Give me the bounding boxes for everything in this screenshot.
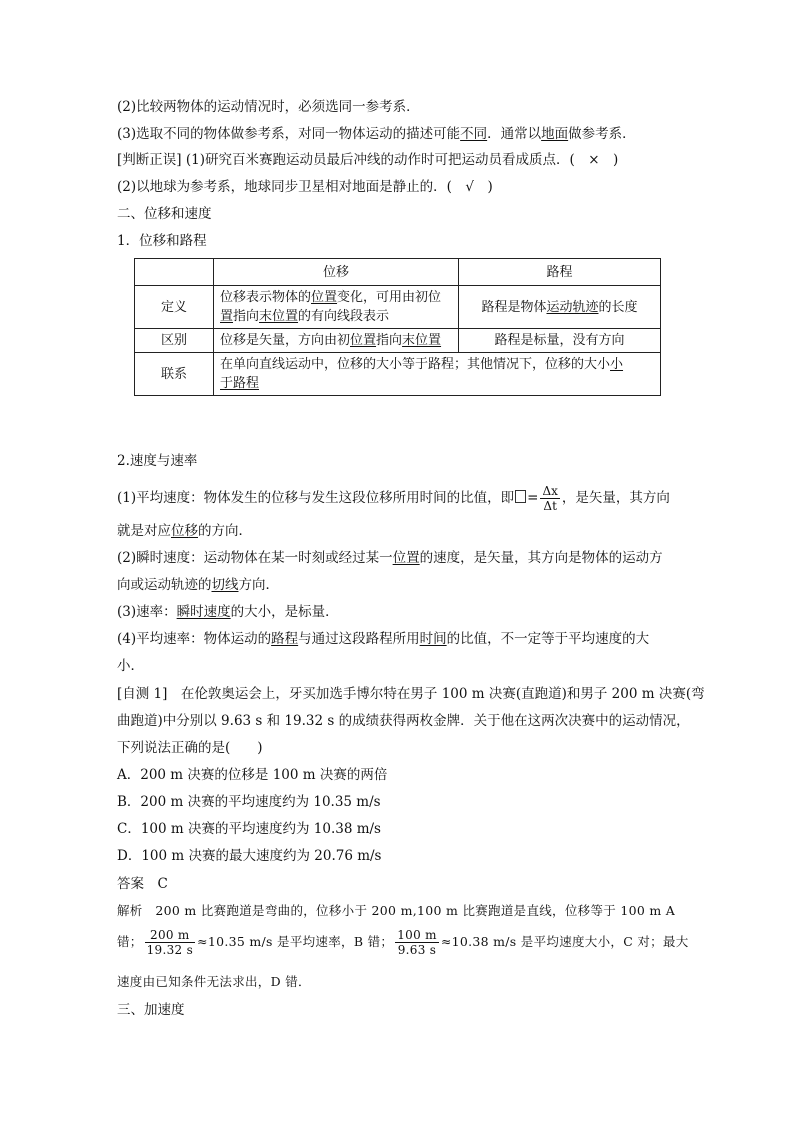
question-line: 曲跑道)中分别以 9.63 s 和 19.32 s 的成绩获得两枚金牌．关于他在这两次决赛中的运动情况， (117, 713, 690, 729)
underlined-text: 位移 (171, 523, 198, 539)
paragraph (117, 630, 649, 648)
underlined-text: 瞬时速度 (176, 604, 231, 620)
option-d: D．100 m 决赛的最大速度约为 20.76 m/s (117, 848, 382, 864)
option-a: A．200 m 决赛的位移是 100 m 决赛的两倍 (117, 767, 388, 783)
underlined-text: 位置 (392, 550, 420, 566)
subsection-heading: 2.速度与速率 (117, 453, 198, 469)
text: (1)研究百米赛跑运动员最后冲线的动作时可把运动员看成质点．( × ) (185, 152, 619, 168)
text: 的长度 (598, 299, 638, 315)
fraction (540, 484, 559, 513)
underlined-text: 位置 (350, 333, 377, 348)
question-line: 下列说法正确的是( ) (117, 740, 263, 756)
text: ≈10.35 m/s 是平均速率，B 错； (197, 934, 394, 949)
table-row (135, 329, 661, 353)
table-cell: 路程是标量，没有方向 (459, 329, 661, 353)
fraction (395, 928, 439, 957)
underlined-text: 不同 (460, 126, 488, 142)
table-cell (214, 329, 459, 353)
text: 的速度，是矢量，其方向是物体的运动方 (419, 550, 663, 566)
numerator: Δx (542, 484, 558, 498)
denominator: Δt (543, 499, 557, 513)
table-cell (459, 286, 661, 329)
row-head: 区别 (135, 329, 214, 353)
paragraph: 小． (117, 658, 144, 674)
underlined-text: 时间 (419, 631, 447, 647)
explanation-line (117, 928, 689, 957)
explanation-line: 速度由已知条件无法求出，D 错． (117, 974, 311, 989)
text: (1)平均速度：物体发生的位移与发生这段位移所用时间的比值，即 (117, 490, 515, 506)
underlined-text: 位置 (311, 290, 338, 305)
subsection-heading: 1．位移和路程 (117, 233, 207, 249)
table-header (135, 259, 214, 286)
denominator: 9.63 s (397, 943, 437, 957)
paragraph (117, 549, 663, 567)
table-header: 位移 (214, 259, 459, 286)
section-heading: 三、加速度 (117, 1002, 185, 1018)
fraction (145, 928, 195, 957)
row-head: 定义 (135, 286, 214, 329)
underlined-text: 置 (220, 309, 234, 324)
text: 的大小，是标量． (230, 604, 339, 620)
paragraph: (1)平均速度：物体发生的位移与发生这段位移所用时间的比值，即 = $\frac{\Delta x}{\Delta t}$ ，是矢量，其方向 (117, 484, 670, 513)
text: 与通过这段路程所用 (298, 631, 420, 647)
underlined-text: 小 (610, 357, 624, 372)
displacement-distance-table (134, 258, 661, 396)
paragraph (117, 576, 279, 594)
text: ．通常以 (487, 126, 542, 142)
text: 的比值，不一定等于平均速度的大 (446, 631, 650, 647)
underlined-text: 地面 (541, 126, 569, 142)
paragraph (117, 125, 636, 143)
numerator: 200 m (145, 928, 195, 943)
paragraph (117, 151, 618, 169)
paragraph (117, 603, 339, 621)
text: (2)瞬时速度：运动物体在某一时刻或经过某一 (117, 550, 393, 566)
option-c: C．100 m 决赛的平均速度约为 10.38 m/s (117, 821, 381, 837)
text: 向或运动轨迹的 (117, 577, 212, 593)
option-b: B．200 m 决赛的平均速度约为 10.35 m/s (117, 794, 381, 810)
paragraph: (2)比较两物体的运动情况时，必须选同一参考系． (117, 99, 420, 115)
text: (3)选取不同的物体做参考系，对同一物体运动的描述可能 (117, 126, 461, 142)
velocity-symbol-icon (515, 490, 526, 503)
judge-tag: [ 判断正误 ] (117, 152, 182, 168)
text: 指向 (376, 333, 403, 348)
text: 做参考系． (568, 126, 636, 142)
table-header: 路程 (459, 259, 661, 286)
text: 变化，可用由初位 (337, 290, 442, 305)
answer: 答案 C (117, 876, 168, 892)
underlined-text: 切线 (211, 577, 239, 593)
underlined-text: 末位置 (402, 333, 442, 348)
text: (3)速率： (117, 604, 177, 620)
table-row (135, 353, 661, 396)
underlined-text: 末位置 (259, 309, 299, 324)
paragraph: (2)以地球为参考系，地球同步卫星相对地面是静止的．( √ ) (117, 179, 493, 195)
text: 就是对应 (117, 523, 171, 539)
numerator: 100 m (397, 928, 437, 942)
table-cell (214, 353, 661, 396)
text: 的方向． (198, 523, 252, 539)
text: 的有向线段表示 (298, 309, 390, 324)
text: 在单向直线运动中，位移的大小等于路程；其他情况下，位移的大小 (220, 357, 611, 372)
section-heading: 二、位移和速度 (117, 206, 212, 222)
text: (4)平均速率：物体运动的 (117, 631, 272, 647)
row-head: 联系 (135, 353, 214, 396)
underlined-text: 于 (220, 376, 234, 391)
denominator: 19.32 s (146, 943, 194, 957)
explanation-line: 解析 200 m 比赛跑道是弯曲的，位移小于 200 m,100 m 比赛跑道是直线，位移等于 100 m A (117, 903, 676, 918)
text: 路程是物体 (481, 299, 547, 315)
question-line: [自测 1] 在伦敦奥运会上，牙买加选手博尔特在男子 100 m 决赛(直跑道)和男子 200 m 决赛(弯 (117, 686, 705, 702)
table-header-row (135, 259, 661, 286)
text: ≈10.38 m/s 是平均速度大小，C 对；最大 (440, 934, 689, 949)
text: 位移表示物体的 (220, 290, 312, 305)
text: 方向． (238, 577, 279, 593)
text: 位移是矢量，方向由初 (220, 333, 351, 348)
text: 指向 (233, 309, 260, 324)
table-cell (214, 286, 459, 329)
text: ，是矢量，其方向 (561, 490, 670, 506)
underlined-text: 路程 (271, 631, 299, 647)
text: 错； (117, 934, 143, 949)
paragraph (117, 522, 252, 540)
table-row (135, 286, 661, 329)
underlined-text: 运动轨迹 (546, 299, 599, 315)
underlined-text: 路程 (233, 376, 260, 391)
